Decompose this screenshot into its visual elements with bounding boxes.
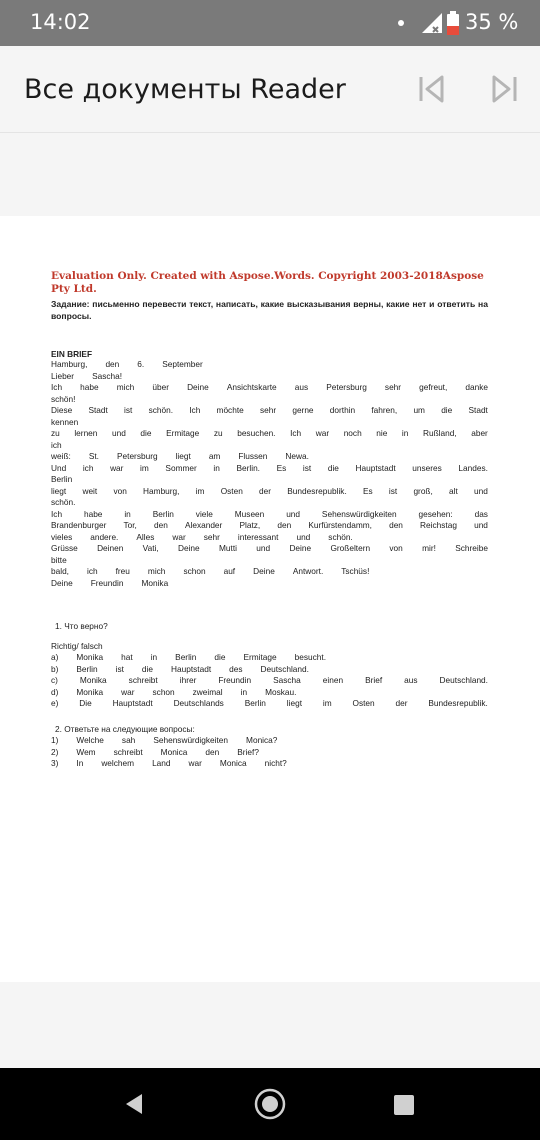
status-bar — [0, 0, 540, 46]
text-line: Grüsse Deinen Vati, Deine Mutti und Deine Großeltern von mir! Schreibe — [51, 543, 488, 553]
text-line: ich — [51, 439, 62, 450]
text-line: d) Monika war schon zweimal in Moskau. — [51, 686, 297, 697]
text-line: c) Monika schreibt ihrer Freundin Sascha einen Brief aus Deutschland. — [51, 675, 488, 685]
text-line: Diese Stadt ist schön. Ich möchte sehr gerne dorthin fahren, um die Stadt — [51, 405, 488, 415]
text-line: 2) Wem schreibt Monica den Brief? — [51, 746, 259, 757]
text-line: bitte — [51, 554, 67, 565]
text-line: vieles andere. Alles war sehr interessant und schön. — [51, 531, 353, 542]
recent-apps-icon[interactable] — [393, 1094, 415, 1116]
question-2-list — [51, 735, 488, 770]
page-title: Все документы Reader — [24, 74, 346, 105]
text-line: Ich habe in Berlin viele Museen und Sehenswürdigkeiten gesehen: das — [51, 508, 488, 519]
question-1-subtitle: Richtig/ falsch — [51, 640, 103, 651]
text-line: Deine Freundin Monika — [51, 577, 169, 588]
letter-title: EIN BRIEF — [51, 349, 93, 359]
home-icon[interactable] — [254, 1088, 286, 1120]
app-bar — [0, 46, 540, 133]
text-line: Brandenburger Tor, den Alexander Platz, den Kurfürstendamm, den Reichstag und — [51, 520, 488, 530]
question-2-title: 2. Ответьте на следующие вопросы: — [55, 723, 195, 734]
text-line: 1) Welche sah Sehenswürdigkeiten Monica? — [51, 735, 278, 745]
text-line: schön. — [51, 497, 76, 507]
signal-icon — [420, 11, 444, 35]
last-page-icon[interactable] — [490, 74, 518, 104]
text-line: Hamburg, den 6. September — [51, 359, 203, 369]
text-line: bald, ich freu mich schon auf Deine Antwort. Tschüs! — [51, 566, 370, 576]
battery-icon — [446, 11, 460, 36]
letter-body — [51, 359, 488, 589]
notification-dot-icon — [398, 20, 404, 26]
back-icon[interactable] — [122, 1092, 146, 1116]
text-line: a) Monika hat in Berlin die Ermitage besucht. — [51, 652, 327, 662]
first-page-icon[interactable] — [418, 74, 446, 104]
text-line: kennen — [51, 416, 79, 427]
task-text: Задание: письменно перевести текст, написать, какие высказывания верны, какие нет и ответить на вопросы. — [51, 299, 488, 321]
text-line: e) Die Hauptstadt Deutschlands Berlin liegt im Osten der Bundesrepublik. — [51, 698, 488, 708]
text-line: liegt weit von Hamburg, im Osten der Bundesrepublik. Es ist groß, alt und — [51, 485, 488, 496]
text-line: schön! — [51, 393, 76, 404]
text-line: Berlin — [51, 474, 73, 484]
evaluation-notice: Evaluation Only. Created with Aspose.Words. Copyright 2003-2018Aspose Pty Ltd. — [51, 270, 484, 295]
question-1-list — [51, 652, 488, 710]
text-line: Lieber Sascha! — [51, 370, 123, 381]
text-line: 3) In welchem Land war Monica nicht? — [51, 758, 287, 768]
text-line: zu lernen und die Ermitage zu besuchen. Ich war noch nie in Rußland, aber — [51, 428, 488, 438]
battery-percent: 35 % — [465, 10, 519, 34]
text-line: weiß: St. Petersburg liegt am Flussen Newa. — [51, 451, 309, 461]
document-content — [51, 270, 488, 770]
question-1-title: 1. Что верно? — [55, 621, 108, 631]
text-line: Ich habe mich über Deine Ansichtskarte aus Petersburg sehr gefreut, danke — [51, 382, 488, 392]
text-line: Und ich war im Sommer in Berlin. Es ist die Hauptstadt unseres Landes. — [51, 462, 488, 473]
text-line: b) Berlin ist die Hauptstadt des Deutschland. — [51, 663, 309, 674]
status-time: 14:02 — [30, 10, 91, 34]
